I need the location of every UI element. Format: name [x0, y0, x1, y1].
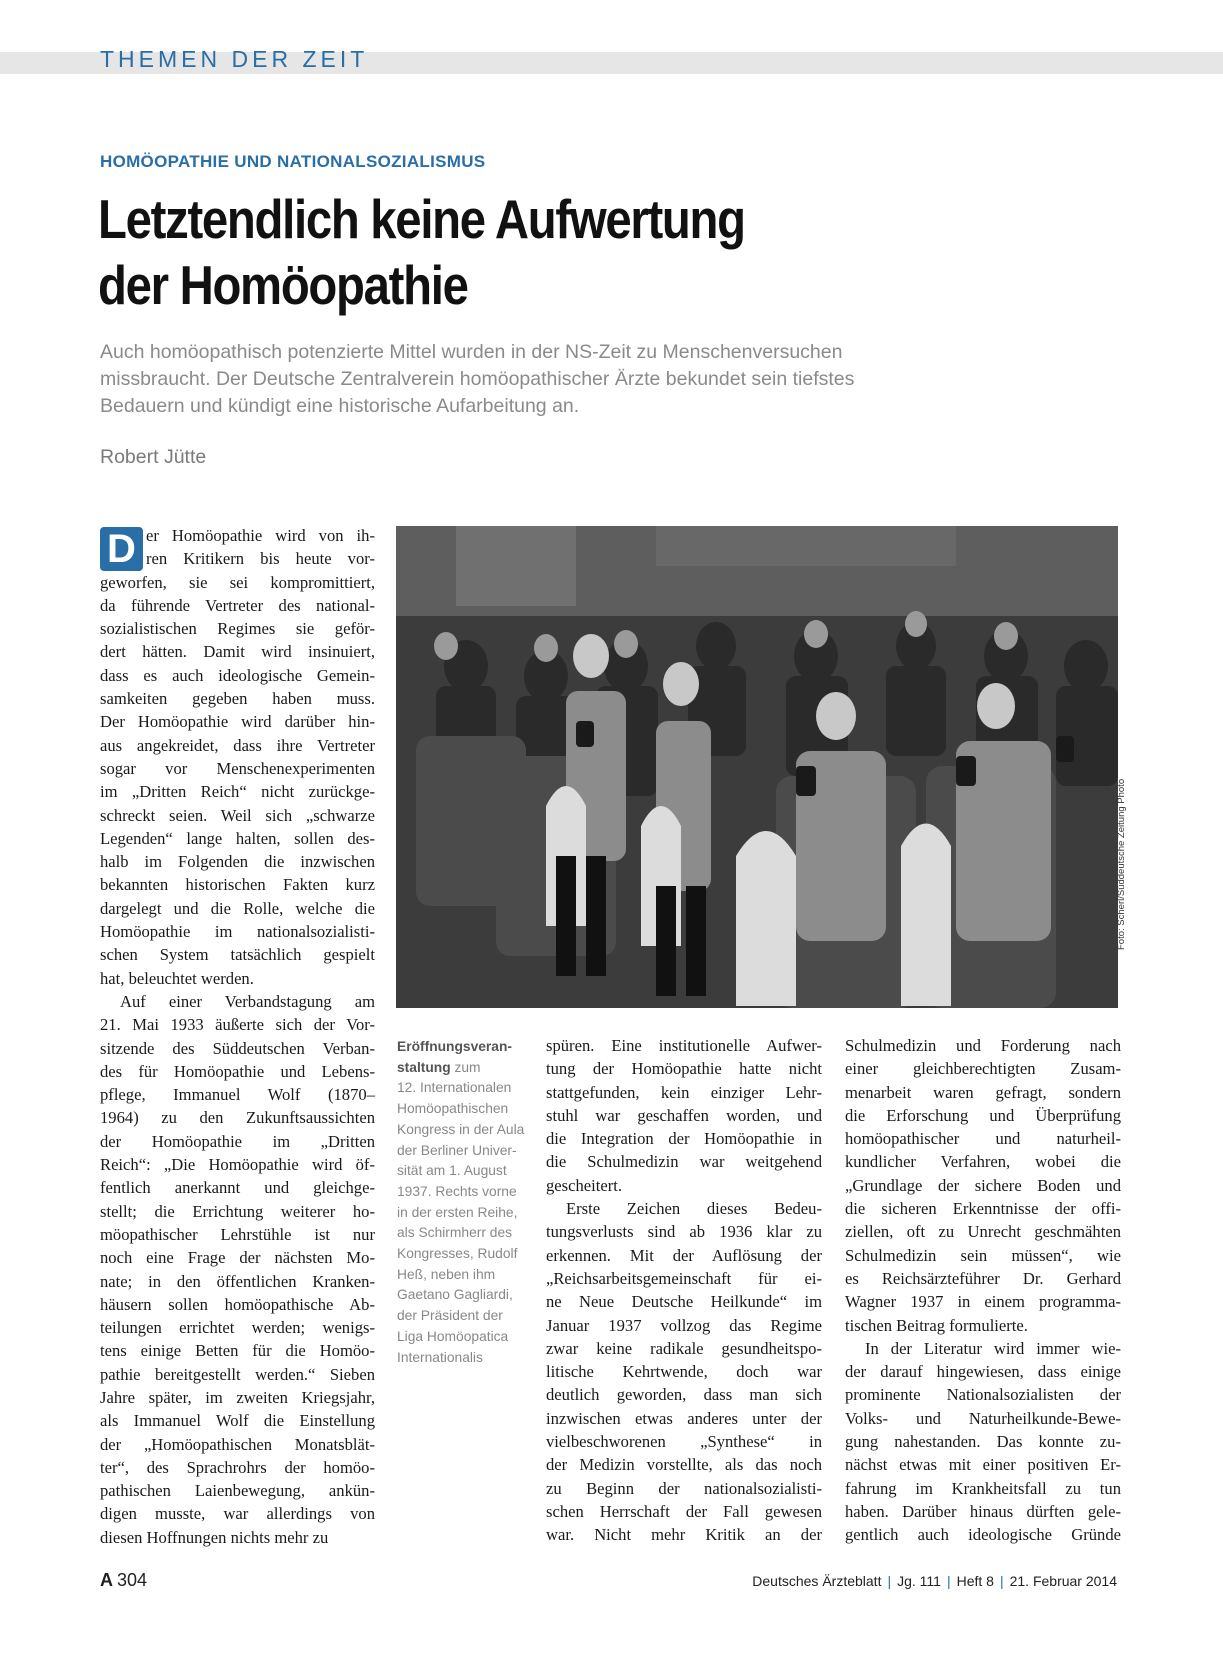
body-line: ren Kritikern bis heute vor-	[146, 549, 375, 569]
caption-line: sität am 1. August	[397, 1163, 507, 1179]
body-line: gentlich auch ideologische Gründe	[845, 1525, 1121, 1545]
journal-name: Deutsches Ärzteblatt	[752, 1573, 882, 1589]
body-line: diesen Hoffnungen nichts mehr zu	[100, 1527, 329, 1547]
caption-line: der Präsident der	[397, 1308, 503, 1324]
headline-line: der Homöopathie	[98, 254, 468, 316]
body-line: spüren. Eine institutionelle Aufwer-	[546, 1036, 822, 1055]
separator: |	[946, 1573, 951, 1589]
body-line: Volks- und Naturheilkunde-Bewe-	[845, 1408, 1121, 1428]
page-number	[100, 1570, 147, 1591]
body-line: die sicheren Erkenntnisse der offi-	[845, 1199, 1121, 1219]
body-line: sogar vor Menschenexperimenten	[100, 758, 375, 778]
body-line: Erste Zeichen dieses Bedeu-	[566, 1199, 822, 1219]
article-lead	[100, 339, 1020, 420]
body-line: stattgefunden, kein einziger Lehr-	[546, 1082, 822, 1102]
body-line: da führende Vertreter des national-	[100, 595, 375, 615]
caption-line: als Schirmherr des	[397, 1225, 513, 1241]
lead-line: Bedauern und kündigt eine historische Aufarbeitung an.	[100, 395, 580, 417]
separator: |	[887, 1573, 892, 1589]
body-line: pathischen Laienbewegung, ankün-	[100, 1481, 375, 1501]
body-line: einer gleichberechtigten Zusam-	[845, 1059, 1121, 1079]
body-line: prominente Nationalsozialisten der	[845, 1385, 1121, 1405]
body-line: noch eine Frage der nächsten Mo-	[100, 1248, 375, 1268]
body-line: inzwischen etwas anderes unter der	[546, 1408, 822, 1428]
separator: |	[999, 1573, 1004, 1589]
body-line: die Integration der Homöopathie in	[546, 1129, 822, 1149]
body-line: des für Homöopathie und Lebens-	[100, 1061, 375, 1081]
body-line: tungsverlusts sind ab 1936 klar zu	[546, 1222, 822, 1242]
article-kicker: HOMÖOPATHIE UND NATIONALSOZIALISMUS	[100, 152, 486, 171]
caption-line	[397, 1058, 532, 1079]
body-line: zu Beginn der nationalsozialisti-	[546, 1478, 822, 1498]
body-line: erkennen. Mit der Auflösung der	[546, 1245, 822, 1265]
body-line: ter“, des Sprachrohrs der homöo-	[100, 1457, 375, 1477]
body-line: litische Kehrtwende, doch war	[546, 1362, 822, 1382]
body-line: kundlicher Verfahren, wobei die	[845, 1152, 1121, 1172]
body-line: „Reichsarbeitsgemeinschaft für ei-	[546, 1268, 822, 1288]
body-line: tischen Beitrag formulierte.	[845, 1315, 1028, 1335]
body-line: geworfen, sie sei kompromittiert,	[100, 572, 375, 592]
body-line: war. Nicht mehr Kritik an der	[546, 1525, 822, 1545]
body-line: häusern sollen homöopathische Ab-	[100, 1294, 375, 1314]
body-line: der darauf hingewiesen, dass einige	[845, 1362, 1121, 1382]
body-line: vielbeschworenen „Synthese“ in	[546, 1432, 822, 1452]
body-line: Schulmedizin und Forderung nach	[845, 1036, 1121, 1055]
lead-line: Auch homöopathisch potenzierte Mittel wurden in der NS-Zeit zu Menschenversuchen	[100, 341, 843, 363]
caption-bold: staltung	[397, 1059, 451, 1075]
body-line: sitzende des Süddeutschen Verban-	[100, 1038, 375, 1058]
body-line: tung der Homöopathie hatte nicht	[546, 1059, 822, 1079]
body-line: im „Dritten Reich“ nicht zurückge-	[100, 782, 375, 802]
body-line: dert hätten. Damit wird insinuiert,	[100, 642, 375, 662]
body-line: deutlich geworden, dass man sich	[546, 1385, 822, 1405]
body-line: Schulmedizin sein müssen“, wie	[845, 1245, 1121, 1265]
body-line: stuhl war geschaffen worden, und	[546, 1105, 822, 1125]
caption-line: Kongress in der Aula	[397, 1121, 525, 1137]
body-line: fahrung im Krankheitsfall zu tun	[845, 1478, 1121, 1498]
body-line: tens einige Betten für die Homöo-	[100, 1341, 375, 1361]
body-line: zwar keine radikale gesundheitspo-	[546, 1338, 822, 1358]
journal-volume: Jg. 111	[897, 1573, 941, 1589]
body-line: samkeiten gegeben haben muss.	[100, 689, 375, 709]
body-line: Reich“: „Die Homöopathie wird öf-	[100, 1155, 375, 1175]
body-line: gung nahestanden. Das konnte zu-	[845, 1432, 1121, 1452]
body-line: pathie bereitgestellt werden.“ Sieben	[100, 1364, 375, 1384]
body-line: schreckt seien. Weil sich „schwarze	[100, 805, 375, 825]
body-column-2	[546, 1034, 822, 1547]
body-line: Januar 1937 vollzog das Regime	[546, 1315, 822, 1335]
body-line: Jahre später, im zweiten Kriegsjahr,	[100, 1387, 375, 1407]
body-line: als Immanuel Wolf die Einstellung	[100, 1411, 375, 1431]
drop-cap: D	[100, 527, 143, 571]
body-line: pflege, Immanuel Wolf (1870–	[100, 1085, 375, 1105]
photo-caption	[397, 1037, 532, 1368]
body-line: dass es auch ideologische Gemein-	[100, 665, 375, 685]
caption-line: Kongresses, Rudolf	[397, 1246, 518, 1262]
caption-line: Heß, neben ihm	[397, 1266, 496, 1282]
caption-line: Liga Homöopatica	[397, 1328, 509, 1344]
lead-line: missbraucht. Der Deutsche Zentralverein homöopathischer Ärzte bekundet sein tiefstes	[100, 368, 855, 390]
body-line: der Homöopathie im „Dritten	[100, 1131, 375, 1151]
caption-line: 1937. Rechts vorne	[397, 1183, 517, 1199]
body-line: In der Literatur wird immer wie-	[865, 1338, 1121, 1358]
body-line: menarbeit waren gefragt, sondern	[845, 1082, 1121, 1102]
caption-line: Homöopathischen	[397, 1101, 509, 1117]
body-line: teilungen errichtet werden; wenigs-	[100, 1318, 375, 1338]
body-line: Der Homöopathie wird darüber hin-	[100, 712, 375, 732]
body-line: sozialistischen Regimes sie geför-	[100, 619, 375, 639]
body-line: ne Neue Deutsche Heilkunde“ im	[546, 1292, 822, 1312]
body-line: digen musste, war allerdings von	[100, 1504, 375, 1524]
page-prefix: A	[100, 1570, 113, 1590]
body-line: fentlich anerkannt und gleichge-	[100, 1178, 375, 1198]
photo-illustration	[396, 526, 1118, 1008]
caption-line: in der ersten Reihe,	[397, 1204, 518, 1220]
caption-line: 12. Internationalen	[397, 1080, 512, 1096]
body-line: ziellen, oft zu Unrecht geschmähten	[845, 1222, 1121, 1242]
body-line: dargelegt und die Rolle, welche die	[100, 898, 375, 918]
body-line: schen System tatsächlich gespielt	[100, 945, 375, 965]
body-line: 21. Mai 1933 äußerte sich der Vor-	[100, 1015, 375, 1035]
body-line: der Medizin vorstellte, als das noch	[546, 1455, 822, 1475]
caption-line: Internationalis	[397, 1349, 483, 1365]
body-line: aus angekreidet, dass ihre Vertreter	[100, 735, 375, 755]
body-line: schen Herrschaft der Fall gewesen	[546, 1501, 822, 1521]
caption-line: Gaetano Gagliardi,	[397, 1287, 513, 1303]
body-line: nate; in den öffentlichen Kranken-	[100, 1271, 375, 1291]
body-line: „Grundlage der sichere Boden und	[845, 1175, 1121, 1195]
caption-line: der Berliner Univer-	[397, 1142, 517, 1158]
page-number-value: 304	[117, 1570, 148, 1590]
body-line: möopathischer Lehrstühle ist nur	[100, 1224, 375, 1244]
section-title: THEMEN DER ZEIT	[100, 46, 369, 72]
body-line: der „Homöopathischen Monatsblät-	[100, 1434, 375, 1454]
caption-bold: Eröffnungsveran-	[397, 1039, 512, 1054]
body-line: stellt; die Errichtung weiterer ho-	[100, 1201, 375, 1221]
body-line: er Homöopathie wird von ih-	[146, 526, 375, 545]
article-author: Robert Jütte	[100, 446, 207, 468]
article-headline	[98, 186, 958, 318]
body-column-3	[845, 1034, 1121, 1547]
journal-info	[752, 1573, 1117, 1589]
body-line: Wagner 1937 in einem programma-	[845, 1292, 1121, 1312]
body-line: hat, beleuchtet werden.	[100, 968, 254, 988]
body-line: Homöopathie im nationalsozialisti-	[100, 922, 375, 942]
body-line: Legenden“ lange halten, sollen des-	[100, 828, 375, 848]
journal-date: 21. Februar 2014	[1009, 1573, 1117, 1589]
body-line: die Erforschung und Überprüfung	[845, 1105, 1121, 1125]
body-line: 1964) zu den Zukunftsaussichten	[100, 1108, 375, 1128]
journal-issue: Heft 8	[956, 1573, 994, 1589]
body-column-1	[100, 524, 375, 1549]
body-line: nächst etwas mit einer positiven Er-	[845, 1455, 1121, 1475]
body-line: die Schulmedizin war weitgehend	[546, 1152, 822, 1172]
body-line: es Reichsärzteführer Dr. Gerhard	[845, 1268, 1121, 1288]
caption-text: zum	[450, 1059, 481, 1075]
headline-line: Letztendlich keine Aufwertung	[98, 188, 745, 250]
body-line: gescheitert.	[546, 1175, 623, 1195]
body-line: haben. Darüber hinaus dürften gele-	[845, 1501, 1121, 1521]
body-line: bekannten historischen Fakten kurz	[100, 875, 375, 895]
photo-credit: Foto: Scherl/Süddeutsche Zeitung Photo	[1116, 778, 1127, 950]
article-photo	[396, 526, 1118, 1008]
body-line: Auf einer Verbandstagung am	[120, 991, 375, 1011]
body-line: halb im Folgenden die inzwischen	[100, 852, 375, 872]
body-line: homöopathischer und naturheil-	[845, 1129, 1121, 1149]
